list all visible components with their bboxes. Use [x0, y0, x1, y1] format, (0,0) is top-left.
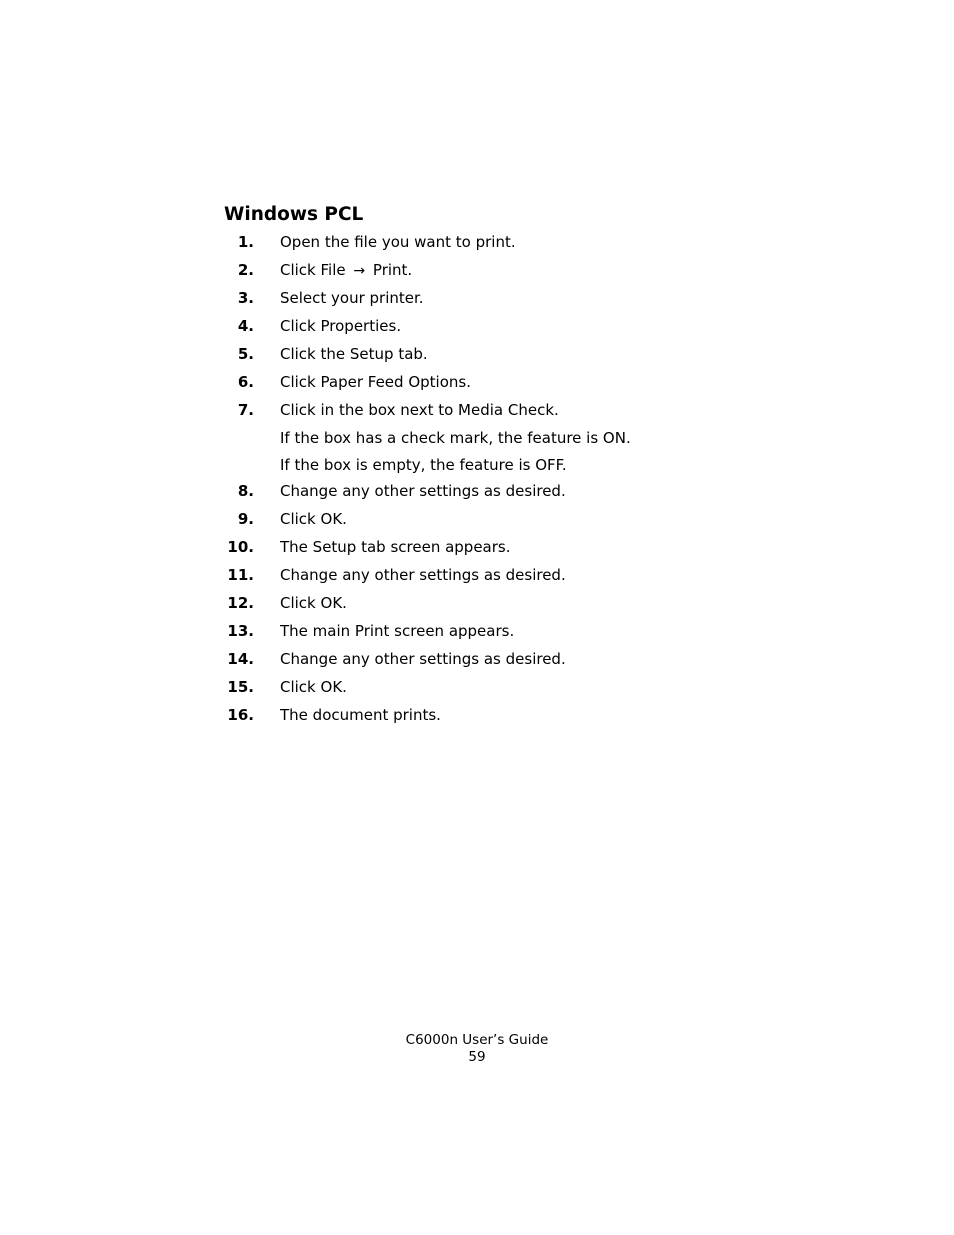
step-7 — [0, 398, 954, 479]
step-text: The document prints. — [280, 706, 441, 724]
step-text: Click OK. — [280, 678, 347, 696]
step-number: 14. — [227, 650, 254, 668]
step-text: Click in the box next to Media Check. — [280, 401, 559, 419]
step-text: Change any other settings as desired. — [280, 566, 566, 584]
step-number: 13. — [227, 622, 254, 640]
step-13 — [0, 619, 954, 647]
step-number: 9. — [237, 510, 254, 528]
step-4 — [0, 314, 954, 342]
page-footer — [0, 1032, 954, 1066]
step-number: 10. — [227, 538, 254, 556]
step-8 — [0, 479, 954, 507]
step-number: 12. — [227, 594, 254, 612]
step-9 — [0, 507, 954, 535]
right-arrow-icon: → — [353, 263, 366, 279]
step-number: 7. — [237, 401, 254, 419]
step-text: Click Properties. — [280, 317, 402, 335]
steps-list — [0, 230, 954, 731]
step-2 — [0, 258, 954, 286]
step-number: 2. — [237, 261, 254, 279]
step-16 — [0, 703, 954, 731]
step-text: Click OK. — [280, 510, 347, 528]
step-text: Select your printer. — [280, 289, 424, 307]
step-text-after: Print. — [372, 261, 413, 279]
step-number: 15. — [227, 678, 254, 696]
step-number: 16. — [227, 706, 254, 724]
step-text: Change any other settings as desired. — [280, 482, 566, 500]
step-number: 1. — [237, 233, 254, 251]
step-number: 6. — [237, 373, 254, 391]
step-12 — [0, 591, 954, 619]
step-text: Change any other settings as desired. — [280, 650, 566, 668]
step-text: Click OK. — [280, 594, 347, 612]
step-text: The Setup tab screen appears. — [280, 538, 511, 556]
step-text: Click the Setup tab. — [280, 345, 428, 363]
step-11 — [0, 563, 954, 591]
step-10 — [0, 535, 954, 563]
step-text — [280, 258, 412, 283]
step-text: Click Paper Feed Options. — [280, 373, 471, 391]
footer-page-number: 59 — [468, 1049, 486, 1065]
step-number: 3. — [237, 289, 254, 307]
step-14 — [0, 647, 954, 675]
step-text: The main Print screen appears. — [280, 622, 515, 640]
note-checked: If the box has a check mark, the feature is ON. — [280, 429, 631, 447]
step-number: 5. — [237, 345, 254, 363]
step-1 — [0, 230, 954, 258]
step-15 — [0, 675, 954, 703]
step-number: 8. — [237, 482, 254, 500]
section-title: Windows PCL — [224, 204, 364, 225]
note-empty: If the box is empty, the feature is OFF. — [280, 456, 567, 474]
step-text: Open the file you want to print. — [280, 233, 516, 251]
step-text-before: Click File — [280, 261, 346, 279]
step-6 — [0, 370, 954, 398]
footer-guide-title: C6000n User’s Guide — [405, 1032, 549, 1048]
step-number: 11. — [227, 566, 254, 584]
step-number: 4. — [237, 317, 254, 335]
step-3 — [0, 286, 954, 314]
step-5 — [0, 342, 954, 370]
